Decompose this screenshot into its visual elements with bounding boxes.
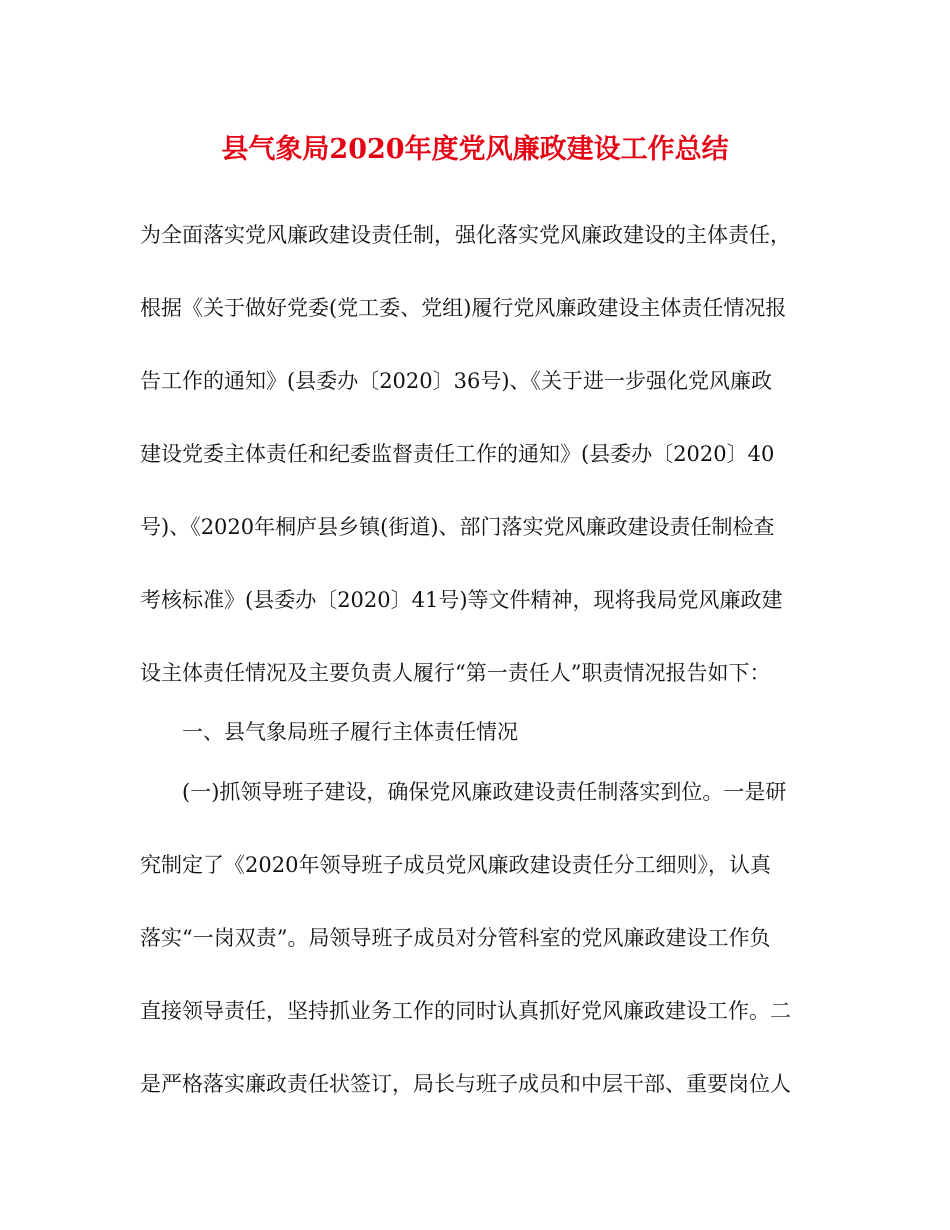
- body-line: 是严格落实廉政责任状签订，局长与班子成员和中层干部、重要岗位人: [140, 1072, 791, 1096]
- body-line: 考核标准》(县委办〔2020〕41号)等文件精神，现将我局党风廉政建: [140, 588, 783, 612]
- body-line: 告工作的通知》(县委办〔2020〕36号)、《关于进一步强化党风廉政: [140, 369, 773, 393]
- body-line: 直接领导责任，坚持抓业务工作的同时认真抓好党风廉政建设工作。二: [140, 999, 791, 1023]
- body-line: 号)、《2020年桐庐县乡镇(街道)、部门落实党风廉政建设责任制检查: [140, 515, 775, 539]
- body-line: 落实“一岗双责”。局领导班子成员对分管科室的党风廉政建设工作负: [140, 926, 771, 950]
- body-line: 究制定了《2020年领导班子成员党风廉政建设责任分工细则》，认真: [140, 853, 771, 877]
- body-line: 设主体责任情况及主要负责人履行“第一责任人”职责情况报告如下：: [140, 661, 771, 685]
- section-heading: 一、县气象局班子履行主体责任情况: [182, 720, 518, 744]
- body-line: 建设党委主体责任和纪委监督责任工作的通知》(县委办〔2020〕40: [140, 442, 775, 466]
- body-line: (一)抓领导班子建设，确保党风廉政建设责任制落实到位。一是研: [182, 780, 787, 804]
- body-line: 根据《关于做好党委(党工委、党组)履行党风廉政建设主体责任情况报: [140, 296, 787, 320]
- body-line: 为全面落实党风廉政建设责任制，强化落实党风廉政建设的主体责任，: [140, 223, 791, 247]
- document-title: 县气象局2020年度党风廉政建设工作总结: [221, 134, 729, 165]
